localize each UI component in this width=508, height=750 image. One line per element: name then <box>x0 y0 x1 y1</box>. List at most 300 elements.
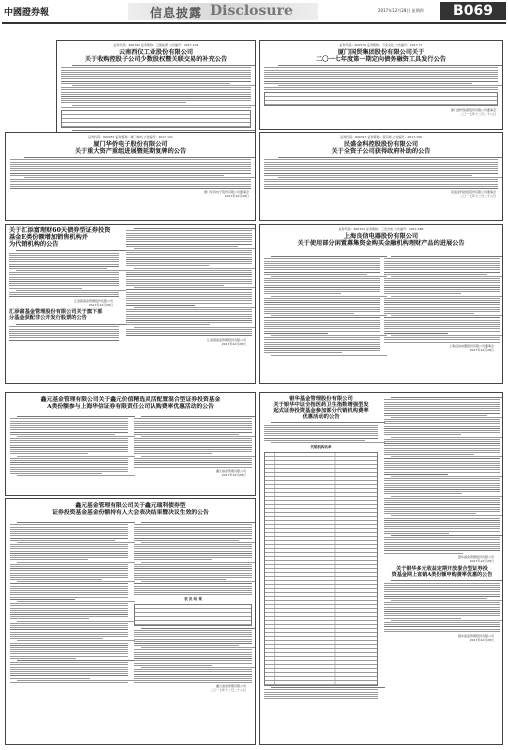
text-line <box>10 559 88 560</box>
text-line <box>384 261 500 262</box>
text-line <box>126 318 252 319</box>
text-line <box>384 452 500 453</box>
text-line <box>134 421 252 422</box>
text-line <box>264 425 378 426</box>
text-line <box>384 463 500 464</box>
text-line <box>264 350 380 351</box>
text-line <box>264 433 378 434</box>
text-line <box>264 346 380 347</box>
text-line <box>134 451 252 452</box>
text-line <box>384 326 500 327</box>
text-line <box>134 434 239 435</box>
text-line <box>134 641 252 642</box>
text-line <box>264 324 380 325</box>
text-line <box>384 439 500 440</box>
text-line <box>134 527 252 528</box>
text-line <box>10 568 128 569</box>
text-line <box>17 680 135 681</box>
text-line <box>384 313 474 314</box>
text-line <box>9 277 119 278</box>
text-line <box>264 348 380 349</box>
text-line <box>10 592 128 593</box>
text-line <box>126 265 209 266</box>
vote-heading: 表 决 结 果 <box>184 597 202 602</box>
page-number: B069 <box>440 2 506 20</box>
text-line <box>134 447 252 448</box>
notice-body <box>10 522 128 683</box>
notice-body-left <box>10 521 128 684</box>
text-line <box>10 186 251 187</box>
text-line <box>10 570 128 571</box>
text-line <box>10 645 128 646</box>
notice-minsheng-jinke <box>259 132 503 221</box>
text-line <box>264 258 380 259</box>
text-line <box>10 605 128 606</box>
text-line <box>134 669 252 670</box>
text-line <box>384 402 500 403</box>
text-line <box>391 296 503 297</box>
text-line <box>384 280 500 281</box>
text-line <box>134 579 226 580</box>
text-line <box>264 696 378 697</box>
text-line <box>134 228 256 229</box>
text-line <box>384 272 500 273</box>
text-line <box>10 638 103 639</box>
text-line <box>384 528 500 529</box>
text-line <box>264 263 380 264</box>
text-line <box>264 694 378 695</box>
notice-title: 厦门国贸集团股份有限公司关于 二〇一七年度第一期定向债务融资工具发行公告 <box>316 49 446 64</box>
notice-code: 证券代码：600057 证券简称：厦门象屿 公告编号：2017-121 <box>88 135 173 139</box>
text-line <box>10 527 128 528</box>
text-line <box>10 418 128 419</box>
text-line <box>264 83 472 84</box>
text-line <box>384 504 500 505</box>
text-line <box>126 233 252 234</box>
text-line <box>264 175 472 176</box>
text-line <box>16 290 126 291</box>
text-line <box>384 430 500 431</box>
text-line <box>10 651 128 652</box>
text-line <box>10 429 128 430</box>
text-line <box>384 626 500 627</box>
text-line <box>9 268 107 269</box>
table-row <box>265 681 377 685</box>
text-line <box>126 283 252 284</box>
text-line <box>134 645 239 646</box>
notice-code: 证券代码：600703 证券简称：三安光电 公告编号：2017-088 <box>338 227 424 231</box>
text-line <box>264 331 380 332</box>
text-line <box>126 324 210 325</box>
notice-title: 银华基金管理股份有限公司 关于银华中证全指医药卫生指数增强型发 起式证券投资基金参加部分代销机构费率 优惠活动的公告 <box>273 396 369 421</box>
notice-body <box>264 687 378 699</box>
text-line <box>264 269 380 270</box>
notice-huitianfu-left <box>9 227 119 343</box>
text-line <box>134 533 252 534</box>
text-line <box>10 159 251 160</box>
text-line <box>17 621 135 622</box>
text-line <box>264 333 328 334</box>
text-line <box>134 427 252 428</box>
notice-xiamen-huaqiao <box>5 132 256 221</box>
table-heading: 代销机构名单 <box>310 445 332 449</box>
text-line <box>134 268 256 269</box>
text-line <box>10 538 128 539</box>
text-line <box>10 432 128 433</box>
text-line <box>10 682 128 683</box>
text-line <box>24 157 256 158</box>
notice-signature: 鑫元基金管理有限公司 2017年12月28日 <box>215 468 246 477</box>
text-line <box>264 344 380 345</box>
text-line <box>134 656 252 657</box>
text-line <box>264 282 380 283</box>
text-line <box>134 639 252 640</box>
text-line <box>384 487 500 488</box>
text-line <box>134 544 252 545</box>
text-line <box>10 618 89 619</box>
text-line <box>264 87 498 88</box>
notice-signature: 汇添富基金管理股份有限公司 2017年12月28日 <box>206 337 246 346</box>
text-line <box>134 594 252 595</box>
text-line <box>384 474 448 475</box>
text-line <box>264 181 498 182</box>
text-line <box>264 317 380 318</box>
text-line <box>264 435 378 436</box>
text-line <box>264 287 380 288</box>
text-line <box>264 429 378 430</box>
text-line <box>134 566 252 567</box>
notice-shanghai-liangxin <box>259 224 503 384</box>
text-line <box>134 583 252 584</box>
text-line <box>126 298 252 299</box>
text-line <box>134 551 252 552</box>
text-line <box>384 287 500 288</box>
text-line <box>126 244 252 245</box>
text-line <box>384 548 500 549</box>
text-line <box>384 265 500 266</box>
text-line <box>10 438 128 439</box>
text-line <box>264 164 498 165</box>
text-line <box>9 255 119 256</box>
text-line <box>10 551 128 552</box>
text-line <box>10 653 128 654</box>
text-line <box>9 266 119 267</box>
text-line <box>384 415 487 416</box>
text-line <box>10 164 251 165</box>
text-line <box>10 662 128 663</box>
text-line <box>10 669 128 670</box>
text-line <box>384 522 500 523</box>
text-line <box>10 643 128 644</box>
text-line <box>134 464 252 465</box>
text-line <box>134 449 252 450</box>
text-line <box>278 85 503 86</box>
text-line <box>10 170 251 171</box>
text-line <box>17 581 135 582</box>
notice-body <box>384 256 500 342</box>
text-line <box>384 331 500 332</box>
text-line <box>384 478 500 479</box>
text-line <box>384 539 500 540</box>
text-line <box>134 663 252 664</box>
text-line <box>391 437 503 438</box>
text-line <box>271 276 387 277</box>
text-line <box>271 355 387 356</box>
text-line <box>10 555 128 556</box>
text-line <box>10 658 76 659</box>
text-line <box>126 276 252 277</box>
banner-chinese: 信息披露 <box>150 6 203 20</box>
text-line <box>384 596 500 597</box>
notice-yinhua-left <box>264 396 378 700</box>
text-line <box>384 304 500 305</box>
text-line <box>61 70 251 71</box>
text-line <box>384 450 500 451</box>
text-line <box>9 329 119 330</box>
text-line <box>10 649 128 650</box>
text-line <box>72 65 256 66</box>
notice-title: 汇添富基金管理股份有限公司关于旗下部 分基金获配非公开发行股票的公告 <box>9 309 103 322</box>
text-line <box>10 440 128 441</box>
text-line <box>134 636 252 637</box>
text-line <box>10 451 128 452</box>
newspaper-logo: 中國證券報 <box>4 8 50 18</box>
text-line <box>384 408 500 409</box>
text-line <box>10 462 128 463</box>
text-line <box>10 608 128 609</box>
text-line <box>134 630 252 631</box>
text-line <box>384 587 500 588</box>
text-line <box>134 678 252 679</box>
text-line <box>10 634 128 635</box>
text-line <box>264 307 380 308</box>
text-line <box>17 542 135 543</box>
text-line <box>126 320 252 321</box>
text-line <box>17 562 135 563</box>
text-line <box>10 442 128 443</box>
text-line <box>10 168 251 169</box>
notice-signature: 鑫元基金管理有限公司 二〇一七年十二月二十八日 <box>209 684 246 693</box>
text-line <box>134 438 252 439</box>
text-line <box>384 585 500 586</box>
text-line <box>126 305 195 306</box>
text-line <box>264 261 380 262</box>
text-line <box>9 340 119 341</box>
text-line <box>126 239 252 240</box>
notice-title: 关于汇添富理财60天债券型证券投资 基金E类份额增加销售机构并 为代销机构的公告 <box>9 227 111 249</box>
text-line <box>264 311 380 312</box>
text-line <box>384 511 500 512</box>
text-line <box>134 586 252 587</box>
notice-title: 云南西仪工业股份有限公司 关于收购控股子公司少数股权暨关联交易的补充公告 <box>84 49 228 64</box>
text-line <box>134 531 252 532</box>
notice-signature: 银华基金管理股份有限公司 2017年12月28日 <box>457 633 494 642</box>
text-line <box>126 272 252 273</box>
text-line <box>24 177 256 178</box>
banner-english: Disclosure <box>210 3 293 19</box>
text-line <box>384 300 500 301</box>
text-line <box>61 87 251 88</box>
text-line <box>384 500 500 501</box>
text-line <box>134 634 252 635</box>
text-line <box>391 256 503 257</box>
text-line <box>134 553 252 554</box>
text-line <box>384 553 463 554</box>
text-line <box>134 573 252 574</box>
text-line <box>126 311 252 312</box>
text-line <box>126 270 252 271</box>
text-line <box>384 602 500 603</box>
text-line <box>141 581 256 582</box>
text-line <box>9 337 119 338</box>
text-line <box>134 442 252 443</box>
text-line <box>126 252 252 253</box>
text-line <box>264 293 341 294</box>
text-line <box>10 566 128 567</box>
text-line <box>72 85 256 86</box>
text-line <box>10 524 128 525</box>
text-line <box>126 274 252 275</box>
text-line <box>10 460 128 461</box>
text-line <box>264 170 498 171</box>
text-line <box>126 281 252 282</box>
text-line <box>141 562 256 563</box>
text-line <box>17 640 135 641</box>
text-line <box>264 173 498 174</box>
text-line <box>384 485 500 486</box>
text-line <box>134 632 252 633</box>
text-line <box>264 689 378 690</box>
text-line <box>16 324 126 325</box>
text-line <box>384 285 500 286</box>
text-line <box>134 592 252 593</box>
notice-yinhua-right <box>384 396 500 642</box>
text-line <box>10 623 128 624</box>
text-line <box>9 264 119 265</box>
text-line <box>17 416 135 417</box>
text-line <box>264 291 380 292</box>
text-line <box>384 480 500 481</box>
text-line <box>384 448 500 449</box>
text-line <box>10 544 128 545</box>
text-line <box>10 533 128 534</box>
text-line <box>384 311 500 312</box>
text-line <box>10 184 251 185</box>
text-line <box>10 449 128 450</box>
text-line <box>126 241 252 242</box>
text-line <box>384 526 500 527</box>
text-line <box>10 529 128 530</box>
text-line <box>61 78 251 79</box>
text-line <box>264 67 498 68</box>
notice-body <box>384 397 500 553</box>
text-line <box>10 546 128 547</box>
text-line <box>10 531 128 532</box>
text-line <box>391 600 503 601</box>
text-line <box>271 687 385 688</box>
text-line <box>61 94 251 95</box>
text-line <box>264 188 498 189</box>
text-line <box>384 278 500 279</box>
text-line <box>10 614 128 615</box>
text-line <box>141 436 256 437</box>
text-line <box>391 535 503 536</box>
text-line <box>384 607 500 608</box>
text-line <box>134 680 252 681</box>
text-line <box>72 105 256 106</box>
text-line <box>17 436 135 437</box>
text-line <box>9 272 119 273</box>
notice-body <box>126 228 252 336</box>
text-line <box>384 406 500 407</box>
text-line <box>264 302 380 303</box>
text-line <box>384 613 500 614</box>
page-header <box>0 0 508 22</box>
text-line <box>10 557 128 558</box>
text-line <box>134 462 252 463</box>
text-line <box>61 89 251 90</box>
text-line <box>10 425 128 426</box>
text-line <box>384 537 500 538</box>
text-line <box>10 577 128 578</box>
section-banner <box>128 3 318 20</box>
text-line <box>264 70 498 71</box>
text-line <box>134 432 252 433</box>
text-line <box>384 589 500 590</box>
notice-body <box>134 416 252 467</box>
agency-table <box>264 452 378 686</box>
text-line <box>264 328 380 329</box>
text-line <box>126 329 252 330</box>
text-line <box>264 339 380 340</box>
text-line <box>384 483 500 484</box>
text-line <box>10 564 128 565</box>
text-line <box>384 631 500 632</box>
text-line <box>134 555 252 556</box>
text-line <box>384 258 500 259</box>
text-line <box>134 425 252 426</box>
text-line <box>134 524 252 525</box>
text-line <box>384 413 500 414</box>
notice-body <box>384 580 500 631</box>
text-line <box>10 583 128 584</box>
text-line <box>134 658 252 659</box>
notice-huitianfu-group <box>5 224 256 384</box>
text-line <box>384 624 500 625</box>
text-line <box>141 416 256 417</box>
text-line <box>126 235 252 236</box>
text-line <box>10 464 128 465</box>
text-line <box>10 173 251 174</box>
text-line <box>391 515 503 516</box>
text-line <box>384 489 500 490</box>
text-line <box>391 397 503 398</box>
text-line <box>126 285 224 286</box>
text-line <box>126 316 252 317</box>
text-line <box>384 465 500 466</box>
text-line <box>126 250 252 251</box>
text-line <box>278 157 503 158</box>
notice-title: 鑫元基金管理有限公司关于鑫元价值精选灵活配置混合型证券投资基金 A类份额参与上海华信证券有限责任公司认购费率优惠活动的公告 <box>40 397 221 410</box>
text-line <box>384 502 500 503</box>
notice-body <box>134 628 252 684</box>
text-line <box>384 337 500 338</box>
text-line <box>16 250 126 251</box>
text-line <box>9 281 119 282</box>
text-line <box>10 590 128 591</box>
text-line <box>10 636 128 637</box>
text-line <box>264 267 380 268</box>
